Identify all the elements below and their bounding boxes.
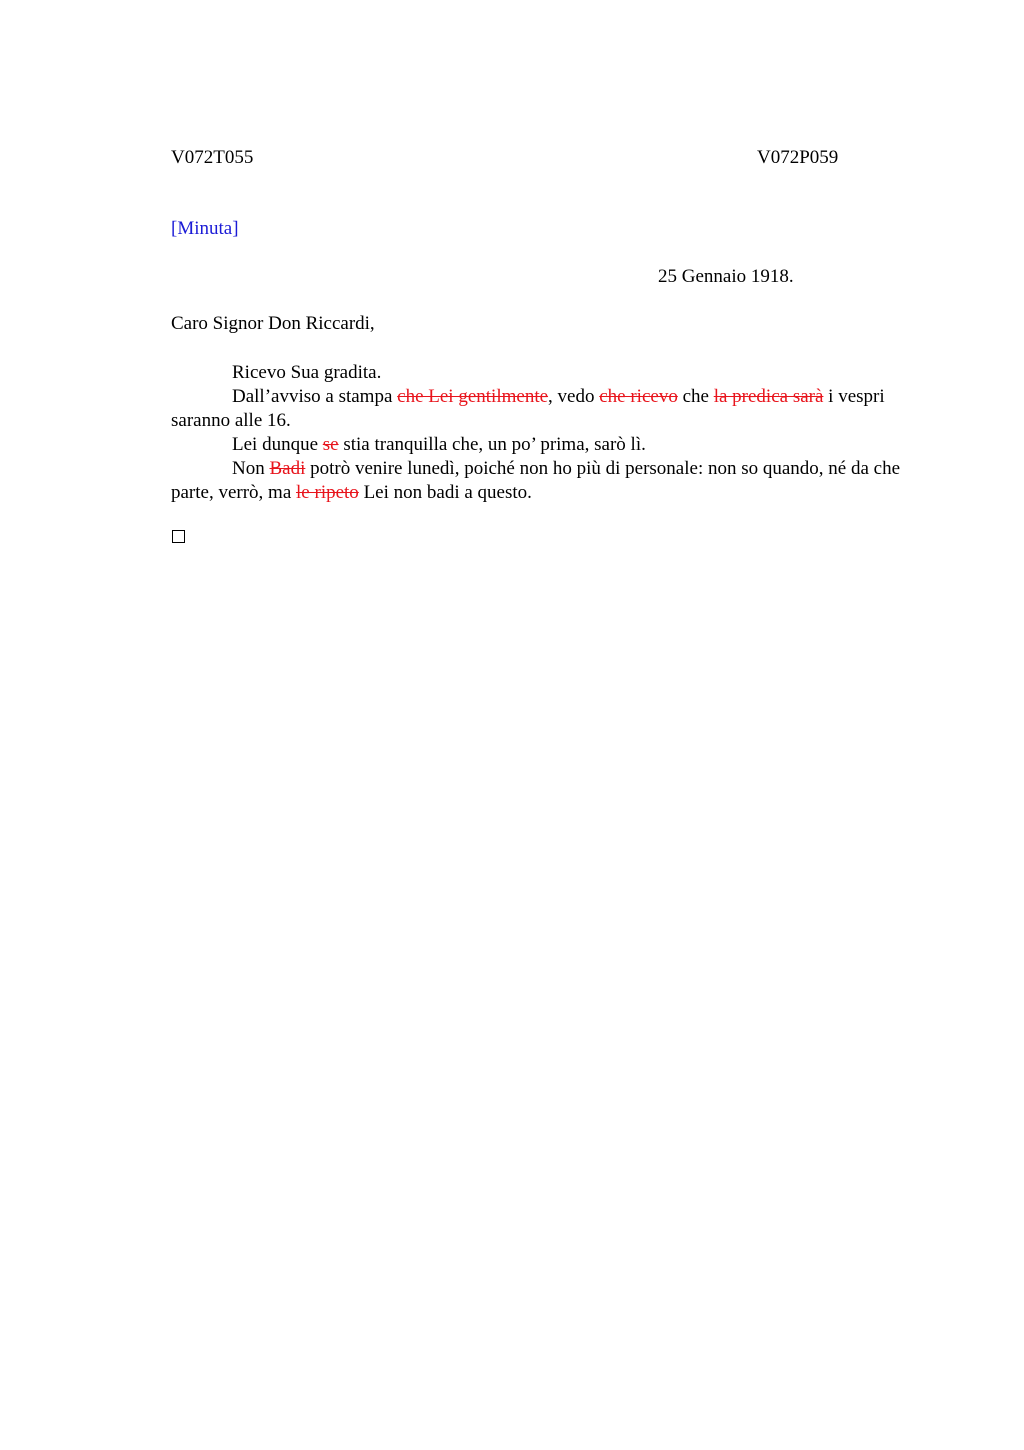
- text-run: che: [677, 386, 714, 407]
- deleted-text: la predica sarà: [713, 386, 824, 407]
- letter-body: [171, 361, 927, 505]
- paragraph-2: [171, 385, 927, 433]
- text-run: i vespri saranno alle 16.: [171, 386, 885, 431]
- deleted-text: che ricevo: [599, 386, 678, 407]
- paragraph-4: [171, 457, 927, 505]
- paragraph-3: [171, 433, 927, 457]
- text-run: Lei non badi a questo.: [358, 482, 532, 503]
- square-outline-icon: [172, 530, 185, 543]
- draft-note: [Minuta]: [171, 218, 239, 239]
- deleted-text: che Lei gentilmente: [397, 386, 549, 407]
- letter-salutation: Caro Signor Don Riccardi,: [171, 313, 375, 334]
- letter-date: 25 Gennaio 1918.: [658, 266, 794, 287]
- text-run: stia tranquilla che, un po’ prima, sarò lì.: [338, 434, 646, 455]
- text-run: Ricevo Sua gradita.: [232, 362, 382, 383]
- text-run: Non: [232, 458, 270, 479]
- deleted-text: se: [322, 434, 339, 455]
- text-run: potrò venire lunedì, poiché non ho più di personale: non so quando, né da che parte, verrò, ma: [171, 458, 901, 503]
- deleted-text: le ripeto: [296, 482, 359, 503]
- text-run: Lei dunque: [232, 434, 323, 455]
- text-run: , vedo: [548, 386, 600, 407]
- paragraph-1: [171, 361, 927, 385]
- document-code-right: V072P059: [757, 147, 839, 168]
- deleted-text: Badi: [269, 458, 306, 479]
- document-code-left: V072T055: [171, 147, 254, 168]
- text-run: Dall’avviso a stampa: [232, 386, 398, 407]
